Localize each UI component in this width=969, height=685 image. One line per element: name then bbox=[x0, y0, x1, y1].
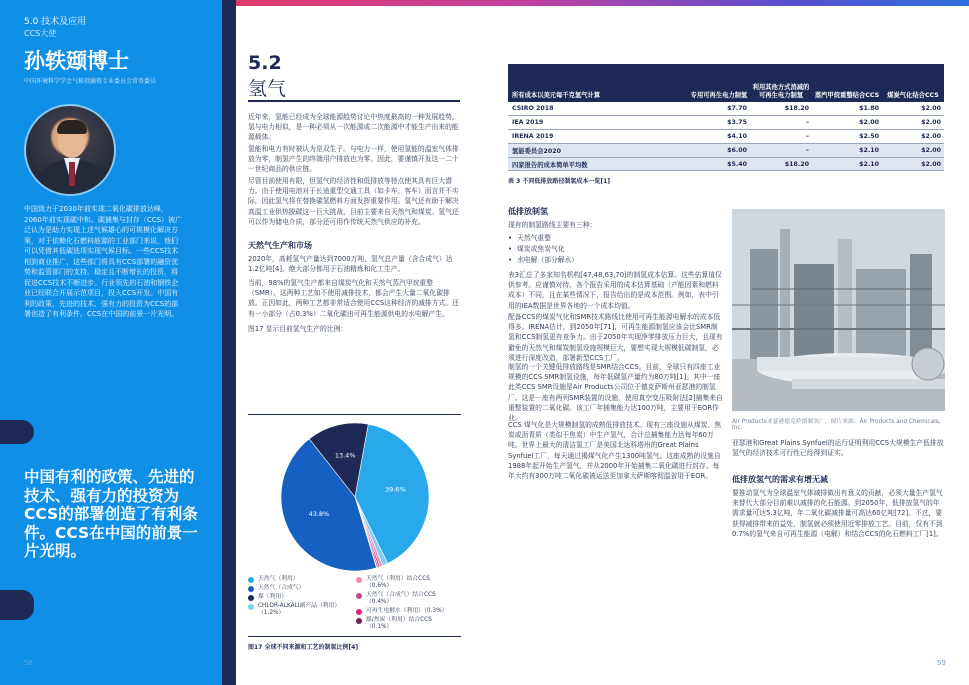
table-cell: IEA 2019 bbox=[508, 116, 688, 130]
table-cell: $2.00 bbox=[812, 116, 882, 130]
table-caption: 表 3 不同低排放路径制氢成本一览[1] bbox=[508, 178, 611, 185]
person-name: 孙轶颋博士 bbox=[24, 49, 129, 73]
top-gradient-bar bbox=[236, 0, 969, 6]
figure-caption: 图17 全球不同来源和工艺的制氢比例[4] bbox=[248, 644, 359, 651]
legend-label: 可再生电解水（利用）（0.3%） bbox=[366, 608, 448, 614]
legend-swatch bbox=[248, 604, 254, 610]
table-cell: $6.00 bbox=[688, 143, 750, 157]
hydrogen-cost-table bbox=[508, 64, 944, 171]
legend-swatch bbox=[248, 577, 254, 583]
spine-bar bbox=[222, 0, 236, 685]
section-sublabel: CCS大使 bbox=[24, 29, 57, 38]
legend-swatch bbox=[356, 618, 362, 624]
market-paragraph-2: 当前，98%的氢气生产都来自煤炭气化和天然气蒸汽甲烷重整（SMR）。这两种工艺如不使用减排技术，都会产生大量二氧化碳排放。正因如此，两种工艺都非常适合使用CCS这种经济的减排方式。还有一小部分（占0.3%）二氧化碳由可再生能源供电的水电解产生。 bbox=[248, 279, 459, 318]
portrait-photo bbox=[24, 104, 116, 196]
table-row bbox=[508, 102, 944, 116]
legend-label: CHLOR-ALKALI副产品（利用）（1.2%） bbox=[258, 603, 341, 616]
section-number: 5.2 bbox=[248, 52, 282, 74]
section-title: 氢气 bbox=[248, 78, 287, 100]
hydrogen-pie-chart bbox=[248, 418, 462, 576]
table-cell: 四家报告的成本简单平均数 bbox=[508, 157, 688, 171]
pie-slices bbox=[281, 423, 429, 571]
table-header: 煤炭气化结合CCS bbox=[882, 64, 944, 102]
caption-rule bbox=[248, 636, 461, 637]
subhead-low-emission: 低排放制氢 bbox=[508, 207, 548, 216]
far-paragraph-1: 亚瑟港和Great Plains Synfuel的运行证明利用CCS大规模生产低排放氢气的经济技术可行性已经得到证实。 bbox=[732, 439, 944, 458]
legend-item bbox=[248, 585, 346, 592]
table-cell: CSIRO 2018 bbox=[508, 102, 688, 116]
list-item: • 水电解（部分解水） bbox=[508, 255, 578, 266]
legend-label: 天然气（利用）结合CCS（0.6%） bbox=[366, 576, 430, 589]
table-cell: $18.20 bbox=[750, 102, 812, 116]
table-row bbox=[508, 130, 944, 144]
legend-swatch bbox=[248, 586, 254, 592]
legend-item bbox=[356, 608, 454, 615]
table-header: 蒸汽甲烷重整结合CCS bbox=[812, 64, 882, 102]
legend-item bbox=[356, 617, 454, 631]
legend-swatch bbox=[248, 595, 254, 601]
decor-block bbox=[0, 590, 34, 620]
table-row bbox=[508, 157, 944, 171]
table-cell: $2.00 bbox=[882, 143, 944, 157]
table-cell: $2.00 bbox=[882, 116, 944, 130]
table-cell: – bbox=[750, 130, 812, 144]
pie-data-label: 13.4% bbox=[334, 451, 356, 460]
table-cell: IRENA 2019 bbox=[508, 130, 688, 144]
legend-item bbox=[248, 576, 346, 583]
figure-intro: 图17 显示目前氢气生产的比例： bbox=[248, 325, 348, 333]
table-cell: $4.10 bbox=[688, 130, 750, 144]
legend-left bbox=[248, 576, 346, 619]
intro-paragraph-2: 氢能和电力有时被认为是双生子。与电力一样，使用氢能的温室气体排放为零，制氢产生的终端用户排放也为零。因此，要谨慎开发这一二十一世纪商品的供应链。 bbox=[248, 145, 459, 174]
production-route-list bbox=[508, 233, 578, 266]
legend-label: 天然气（利用） bbox=[258, 576, 299, 582]
right-paragraph-1: 表3汇总了多家知名机构[47,48,63,70]的制氢成本估算。这些估算值仅供参考。应谨慎对待。各个报告采用的成本估算基础（产能因素和燃料成本）不同，且在某些情况下，报告给出的是成本范围。例如，表中引用的IEA数据是世界各地的一个成本均值。 bbox=[508, 271, 722, 310]
table-header: 所有成本以美元每千克氢气计算 bbox=[508, 64, 688, 102]
subhead-demand: 低排放氢气的需求有增无减 bbox=[732, 475, 828, 484]
pull-quote: 中国有利的政策、先进的技术、强有力的投资为CCS的部署创造了有利条件。CCS在中国的前景一片光明。 bbox=[24, 468, 198, 560]
table-header-row bbox=[508, 64, 944, 102]
intro-paragraph-1: 近年来，氢能已经成为全球能源趋势讨论中热度最高的一种发展趋势。氢与电力相似，是一种必须从一次能源或二次能源中才能生产出来的能源载体。 bbox=[248, 113, 459, 142]
subhead-market: 天然气生产和市场 bbox=[248, 241, 312, 250]
legend-item bbox=[248, 594, 346, 601]
legend-label: 天然气（合成气）结合CCS（0.4%） bbox=[366, 592, 436, 605]
table-cell: $2.00 bbox=[882, 157, 944, 171]
right-paragraph-3: 制氢的一个关键低排放路线是SMR结合CCS。目前，全球只有四座工业规模的CCS SMR制氢设施，每年低碳氢产量约为80万吨[1]。其中一座此类CCS SMR设施是Air Products公司位于德克萨斯州亚瑟港的制氢厂。这是一座有两列SMR装置的设施，使用真空变压吸附法[2]捕集来自重整装置的二氧化碳。该工厂年捕集能力达100万吨，主要用于EOR作业。 bbox=[508, 363, 723, 423]
table-header: 专用可再生电力制氢 bbox=[688, 64, 750, 102]
legend-item bbox=[356, 592, 454, 606]
person-title: 中国环境科学学会气候投融资专业委员会常务委员 bbox=[24, 78, 157, 85]
legend-item bbox=[248, 603, 346, 617]
list-item: • 天然气重整 bbox=[508, 233, 578, 244]
legend-label: 煤（利用） bbox=[258, 594, 287, 600]
right-paragraph-2: 配备CCS的煤炭气化和SMR技术路线比使用可再生能源电解水的成本低得多。IRENA估计，到2050年[71]，可再生能源制氢应该会比SMR制氢和CCS制氢更有竞争力。由于2050年实现净零排放压力巨大，且现有避免的天然气和煤炭制氢设施规模巨大，要想实现大规模低碳制氢，必须进行深度改造，部署新型CCS工厂。 bbox=[508, 313, 723, 362]
legend-swatch bbox=[356, 609, 362, 615]
title-rule bbox=[248, 100, 460, 102]
table-cell: 氢能委员会2020 bbox=[508, 143, 688, 157]
decor-block bbox=[0, 420, 34, 444]
right-paragraph-4: CCS 煤气化是大规模制氢的成熟低排放技术。现有三座设施从煤炭、焦炭或沥青质（类似于焦炭）中生产氢气，合计总捕集能力达每年60万吨。世界上最大的清洁氢工厂是美国北达科塔州的Great Plains Synfuel工厂，每天通过褐煤气化产生1300吨氢气。这座成熟的设施自1988年起开始生产氢气，并从2000年开始捕集二氧化碳进行封存。每年大约有300万吨二氧化碳被运送至加拿大萨斯喀彻温省用于EOR。 bbox=[508, 421, 722, 481]
section-label: 5.0 技术及应用 bbox=[24, 17, 87, 27]
intro-paragraph-3: 尽管目前使用有限，但氢气的经济性和低排放等特点使其具有巨大潜力。由于使用电池对于长途重型交通工具（如卡车、客车）而言并不实际，因此氢气将在替换碳氢燃料方面发挥重要作用。氢气还有助于解决高温工业供热脱碳这一巨大挑战，目前主要来自天然气和煤炭。氢气还可以作为储电介质，部分还可用作传统天然气供应的补充。 bbox=[248, 177, 459, 226]
table-cell: – bbox=[750, 143, 812, 157]
page-number-right: 59 bbox=[937, 659, 946, 667]
table-cell: $1.80 bbox=[812, 102, 882, 116]
table-row bbox=[508, 143, 944, 157]
plant-illustration bbox=[732, 209, 945, 411]
plant-photo bbox=[732, 209, 945, 411]
legend-swatch bbox=[356, 577, 362, 583]
low-emission-intro: 现有的制氢路线主要有三种： bbox=[508, 221, 597, 229]
legend-swatch bbox=[356, 593, 362, 599]
legend-label: 天然气（合成气） bbox=[258, 585, 305, 591]
far-paragraph-2: 要推动氢气为全球温室气体减排做出有意义的贡献，必须大量生产氢气来替代大部分目前难以减排的化石能源。到2050年，低排放氢气的年需求量可达5.3亿吨，年二氧化碳减排量可高达60亿吨[72]。不过，要获得减排带来的益处，制氢就必须使用近零排放工艺。目前，仅有不到0.7%的氢气来自可再生能源（电解）和结合CCS的化石燃料工厂[1]。 bbox=[732, 489, 943, 538]
table-cell: – bbox=[750, 116, 812, 130]
photo-caption: Air Products亚瑟港德克萨斯制氢厂，图片来源：Air Products and Chemicals, Inc. bbox=[732, 419, 941, 431]
table-cell: $2.00 bbox=[882, 130, 944, 144]
table-cell: $2.10 bbox=[812, 157, 882, 171]
table-cell: $2.00 bbox=[882, 102, 944, 116]
left-panel bbox=[0, 0, 222, 685]
table-cell: $5.40 bbox=[688, 157, 750, 171]
list-item: • 煤炭或焦炭气化 bbox=[508, 244, 578, 255]
table-cell: $18.20 bbox=[750, 157, 812, 171]
legend-item bbox=[356, 576, 454, 590]
table-header: 利用其他方式消减的可再生电力制氢 bbox=[750, 64, 812, 102]
pie-data-label: 43.8% bbox=[308, 509, 330, 518]
bio-text: 中国致力于2030年前实现二氧化碳排放达峰，2060年前实现碳中和。碳捕集与封存（CCS）被广泛认为是助力实现上述气候雄心的可规模化解决方案，对于依赖化石燃料能源的工业部门来说，他们可以凭借其低碳选项实现气候目标。一些CCS技术相到商业推广，这些部门将具有CCS部署的融资优势和监管部门的支持。稳定且不断增长的投资，将促进CCS技术不断进步。行业领先的石油和钢铁企业已经联合开展示范项目，投入CCS开发。中国有利的政策、先进的技术、强有力的投资为CCS的部署创造了有利条件。CCS在中国的前景一片光明。 bbox=[24, 205, 183, 318]
legend-right bbox=[356, 576, 454, 633]
table-row bbox=[508, 116, 944, 130]
market-paragraph-1: 2020年，高耗氢气产量达到7000万吨，氢气总产量（含合成气）达1.2亿吨[4]。绝大部分都用于石油精炼和化工生产。 bbox=[248, 255, 453, 274]
table-cell: $2.50 bbox=[812, 130, 882, 144]
table-cell: $2.10 bbox=[812, 143, 882, 157]
figure-rule bbox=[248, 414, 461, 415]
pie-data-label: 39.6% bbox=[384, 485, 406, 494]
table-cell: $3.75 bbox=[688, 116, 750, 130]
page-number-left: 58 bbox=[24, 659, 33, 667]
table-cell: $7.70 bbox=[688, 102, 750, 116]
legend-label: 煤/焦炭（利用）结合CCS（0.1%） bbox=[366, 617, 432, 630]
